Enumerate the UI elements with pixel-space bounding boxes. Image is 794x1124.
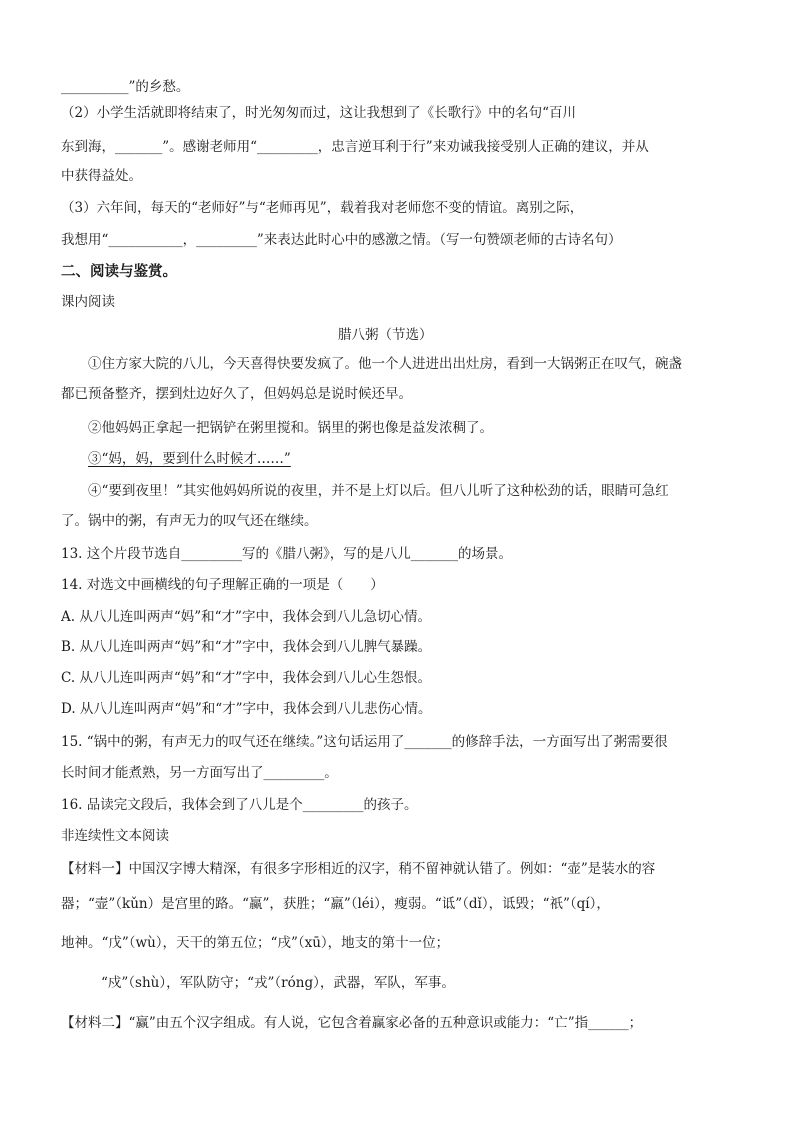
question-14: 14. 对选文中画横线的句子理解正确的一项是（ ） xyxy=(61,577,384,593)
subsection-label: 课内阅读 xyxy=(61,294,115,310)
underlined-sentence: ③“妈，妈，要到什么时候才……” xyxy=(88,451,291,467)
text-line: __________”的乡愁。 xyxy=(61,79,190,95)
question-15: 15. “锅中的粥，有声无力的叹气还在继续。”这句话运用了_______的修辞手法，一方面写出了粥需要很 xyxy=(61,734,668,750)
material-line: “戍”（shù），军队防守；“戎”（róng），武器，军队，军事。 xyxy=(101,975,455,991)
material-line: 地神。“戊”（wù），天干的第五位；“戌”（xū），地支的第十一位； xyxy=(61,935,450,951)
passage-line: ④“要到夜里！”其实他妈妈所说的夜里，并不是上灯以后。但八儿听了这种松劲的话，眼睛可急红 xyxy=(88,483,669,499)
material-line: 【材料二】“赢”由五个汉字组成。有人说，它包含着赢家必备的五种意识或能力：“亡”指______； xyxy=(61,1015,643,1031)
option-a: A. 从八儿连叫两声“妈”和“才”字中，我体会到八儿急切心情。 xyxy=(61,609,431,625)
option-d: D. 从八儿连叫两声“妈”和“才”字中，我体会到八儿悲伤心情。 xyxy=(61,701,432,717)
question-16: 16. 品读完文段后，我体会到了八儿是个_________的孩子。 xyxy=(61,797,418,813)
text-line: 东到海，_______”。感谢老师用“_________，忠言逆耳利于行”来劝诫我接受别人正确的建议，并从 xyxy=(61,139,649,155)
section-heading: 二、阅读与鉴赏。 xyxy=(61,264,177,280)
passage-title: 腊八粥（节选） xyxy=(338,327,433,343)
question-13: 13. 这个片段节选自_________写的《腊八粥》，写的是八儿_______的场景。 xyxy=(61,546,513,562)
passage-line: ②他妈妈正拿起一把锅铲在粥里搅和。锅里的粥也像是益发浓稠了。 xyxy=(88,420,493,436)
material-line: 【材料一】中国汉字博大精深，有很多字形相近的汉字，稍不留神就认错了。例如：“壶”是装水的容 xyxy=(61,861,656,877)
passage-line: 了。锅中的粥，有声无力的叹气还在继续。 xyxy=(61,513,318,529)
subsection-label: 非连续性文本阅读 xyxy=(61,828,169,844)
question-15-cont: 长时间才能煮熟，另一方面写出了_________。 xyxy=(61,765,338,781)
option-b: B. 从八儿连叫两声“妈”和“才”字中，我体会到八儿脾气暴躁。 xyxy=(61,639,432,655)
text-line: 我想用“___________，_________”来表达此时心中的感激之情。（写一句赞颂老师的古诗名句） xyxy=(61,232,622,248)
passage-line: ①住方家大院的八儿，今天喜得快要发疯了。他一个人进进出出灶房，看到一大锅粥正在叹气，碗盏 xyxy=(88,356,682,372)
text-line: （2）小学生活就即将结束了，时光匆匆而过，这让我想到了《长歌行》中的名句“百川 xyxy=(61,105,576,121)
text-line: （3）六年间，每天的“老师好”与“老师再见”，载着我对老师您不变的情谊。离别之际， xyxy=(61,200,584,216)
option-c: C. 从八儿连叫两声“妈”和“才”字中，我体会到八儿心生怨恨。 xyxy=(61,670,432,686)
text-line: 中获得益处。 xyxy=(61,168,142,184)
material-line: 器；“壸”（kǔn）是宫里的路。“赢”，获胜；“羸”（léi），瘦弱。“诋”（dǐ），诋毁；“祇”（qí）， xyxy=(61,896,610,912)
passage-line: 都已预备整齐，摆到灶边好久了，但妈妈总是说时候还早。 xyxy=(61,386,412,402)
